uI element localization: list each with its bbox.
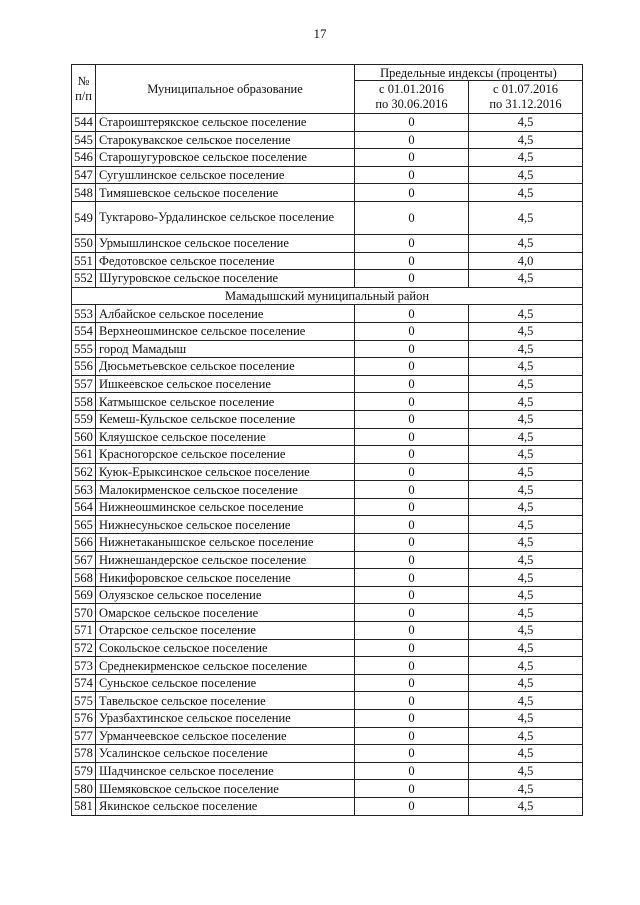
section-2-body — [72, 305, 583, 815]
table-row — [72, 463, 583, 481]
row-number: 570 — [72, 604, 96, 622]
row-value-period-1: 0 — [355, 184, 469, 202]
table-row — [72, 762, 583, 780]
header-num: № п/п — [72, 65, 96, 114]
table-row — [72, 393, 583, 411]
row-name: Урманчеевское сельское поселение — [96, 727, 355, 745]
row-value-period-2: 4,5 — [469, 516, 583, 534]
row-name: Катмышское сельское поселение — [96, 393, 355, 411]
row-name: Албайское сельское поселение — [96, 305, 355, 323]
table-row — [72, 375, 583, 393]
row-value-period-2: 4,5 — [469, 270, 583, 288]
row-number: 545 — [72, 131, 96, 149]
table-row — [72, 674, 583, 692]
row-value-period-2: 4,5 — [469, 305, 583, 323]
row-name: Тимяшевское сельское поселение — [96, 184, 355, 202]
row-value-period-1: 0 — [355, 498, 469, 516]
header-period-1: с 01.01.2016 по 30.06.2016 — [355, 81, 469, 114]
page-number: 17 — [313, 26, 327, 41]
table-row — [72, 534, 583, 552]
row-name: Олуязское сельское поселение — [96, 586, 355, 604]
row-name: Сокольское сельское поселение — [96, 639, 355, 657]
indices-table — [71, 64, 583, 816]
row-number: 569 — [72, 586, 96, 604]
table-row — [72, 622, 583, 640]
row-value-period-2: 4,5 — [469, 710, 583, 728]
row-value-period-2: 4,5 — [469, 674, 583, 692]
row-name: Верхнеошминское сельское поселение — [96, 322, 355, 340]
row-number: 572 — [72, 639, 96, 657]
row-name: Нижнесуньское сельское поселение — [96, 516, 355, 534]
table-row — [72, 516, 583, 534]
table-row — [72, 428, 583, 446]
row-name: Сугушлинское сельское поселение — [96, 166, 355, 184]
row-value-period-2: 4,5 — [469, 375, 583, 393]
row-name: Омарское сельское поселение — [96, 604, 355, 622]
row-value-period-1: 0 — [355, 428, 469, 446]
row-value-period-1: 0 — [355, 114, 469, 132]
row-value-period-1: 0 — [355, 270, 469, 288]
row-number: 579 — [72, 762, 96, 780]
row-value-period-1: 0 — [355, 551, 469, 569]
row-value-period-2: 4,5 — [469, 322, 583, 340]
row-value-period-1: 0 — [355, 622, 469, 640]
table-header — [72, 65, 583, 114]
row-number: 560 — [72, 428, 96, 446]
row-name: Красногорское сельское поселение — [96, 446, 355, 464]
row-number: 567 — [72, 551, 96, 569]
row-name: Нижнеошминское сельское поселение — [96, 498, 355, 516]
row-name: Федотовское сельское поселение — [96, 252, 355, 270]
row-name: Староиштерякское сельское поселение — [96, 114, 355, 132]
table-row — [72, 551, 583, 569]
row-value-period-1: 0 — [355, 252, 469, 270]
row-number: 575 — [72, 692, 96, 710]
table-row — [72, 727, 583, 745]
table-row — [72, 166, 583, 184]
row-number: 581 — [72, 797, 96, 815]
section-1-body — [72, 114, 583, 288]
row-number: 573 — [72, 657, 96, 675]
row-value-period-2: 4,0 — [469, 252, 583, 270]
row-value-period-1: 0 — [355, 446, 469, 464]
row-name: Шугуровское сельское поселение — [96, 270, 355, 288]
row-value-period-1: 0 — [355, 375, 469, 393]
header-name: Муниципальное образование — [96, 65, 355, 114]
row-name: Старокувакское сельское поселение — [96, 131, 355, 149]
row-name: Тавельское сельское поселение — [96, 692, 355, 710]
district-title: Мамадышский муниципальный район — [72, 287, 583, 305]
row-name: Суньское сельское поселение — [96, 674, 355, 692]
row-value-period-1: 0 — [355, 463, 469, 481]
row-name: Шемяковское сельское поселение — [96, 780, 355, 798]
row-value-period-2: 4,5 — [469, 428, 583, 446]
row-number: 552 — [72, 270, 96, 288]
row-value-period-2: 4,5 — [469, 481, 583, 499]
row-value-period-1: 0 — [355, 234, 469, 252]
row-value-period-1: 0 — [355, 534, 469, 552]
row-value-period-2: 4,5 — [469, 586, 583, 604]
row-value-period-2: 4,5 — [469, 410, 583, 428]
table-row — [72, 358, 583, 376]
row-value-period-1: 0 — [355, 727, 469, 745]
row-number: 562 — [72, 463, 96, 481]
row-number: 554 — [72, 322, 96, 340]
table-row — [72, 481, 583, 499]
row-number: 561 — [72, 446, 96, 464]
row-number: 558 — [72, 393, 96, 411]
row-number: 571 — [72, 622, 96, 640]
row-name: Никифоровское сельское поселение — [96, 569, 355, 587]
row-value-period-2: 4,5 — [469, 463, 583, 481]
row-value-period-1: 0 — [355, 657, 469, 675]
row-name: Кемеш-Кульское сельское поселение — [96, 410, 355, 428]
row-value-period-1: 0 — [355, 604, 469, 622]
row-number: 559 — [72, 410, 96, 428]
row-name: Старошугуровское сельское поселение — [96, 149, 355, 167]
row-name: Урмышлинское сельское поселение — [96, 234, 355, 252]
row-value-period-1: 0 — [355, 586, 469, 604]
row-value-period-2: 4,5 — [469, 745, 583, 763]
row-number: 550 — [72, 234, 96, 252]
row-value-period-1: 0 — [355, 780, 469, 798]
row-number: 544 — [72, 114, 96, 132]
row-name: Шадчинское сельское поселение — [96, 762, 355, 780]
row-number: 564 — [72, 498, 96, 516]
row-name: Отарское сельское поселение — [96, 622, 355, 640]
row-value-period-2: 4,5 — [469, 692, 583, 710]
table-row — [72, 270, 583, 288]
row-value-period-1: 0 — [355, 322, 469, 340]
table-row — [72, 131, 583, 149]
row-value-period-1: 0 — [355, 410, 469, 428]
row-name: Нижнетаканышское сельское поселение — [96, 534, 355, 552]
row-value-period-2: 4,5 — [469, 340, 583, 358]
row-value-period-1: 0 — [355, 692, 469, 710]
table-row — [72, 114, 583, 132]
row-value-period-1: 0 — [355, 131, 469, 149]
row-number: 556 — [72, 358, 96, 376]
row-name: Ишкеевское сельское поселение — [96, 375, 355, 393]
row-value-period-2: 4,5 — [469, 727, 583, 745]
row-value-period-2: 4,5 — [469, 498, 583, 516]
row-value-period-1: 0 — [355, 305, 469, 323]
row-number: 565 — [72, 516, 96, 534]
table-row — [72, 797, 583, 815]
row-value-period-1: 0 — [355, 674, 469, 692]
row-value-period-1: 0 — [355, 797, 469, 815]
row-name: Малокирменское сельское поселение — [96, 481, 355, 499]
row-value-period-1: 0 — [355, 149, 469, 167]
row-value-period-1: 0 — [355, 516, 469, 534]
row-number: 568 — [72, 569, 96, 587]
table-row — [72, 340, 583, 358]
row-number: 549 — [72, 201, 96, 234]
row-number: 563 — [72, 481, 96, 499]
table-row — [72, 639, 583, 657]
row-name: Среднекирменское сельское поселение — [96, 657, 355, 675]
row-number: 566 — [72, 534, 96, 552]
table-row — [72, 604, 583, 622]
row-value-period-2: 4,5 — [469, 114, 583, 132]
row-value-period-2: 4,5 — [469, 534, 583, 552]
row-number: 548 — [72, 184, 96, 202]
row-name: Якинское сельское поселение — [96, 797, 355, 815]
header-period-2: с 01.07.2016 по 31.12.2016 — [469, 81, 583, 114]
table-row — [72, 234, 583, 252]
row-value-period-2: 4,5 — [469, 201, 583, 234]
row-value-period-2: 4,5 — [469, 780, 583, 798]
table-row — [72, 780, 583, 798]
row-value-period-2: 4,5 — [469, 657, 583, 675]
row-value-period-2: 4,5 — [469, 639, 583, 657]
table-row — [72, 586, 583, 604]
row-name: Уразбахтинское сельское поселение — [96, 710, 355, 728]
row-value-period-2: 4,5 — [469, 569, 583, 587]
row-number: 578 — [72, 745, 96, 763]
row-name: город Мамадыш — [96, 340, 355, 358]
row-value-period-1: 0 — [355, 745, 469, 763]
row-value-period-1: 0 — [355, 762, 469, 780]
row-number: 551 — [72, 252, 96, 270]
table-row — [72, 252, 583, 270]
table-row — [72, 745, 583, 763]
table-row — [72, 322, 583, 340]
row-name: Кляушское сельское поселение — [96, 428, 355, 446]
row-number: 577 — [72, 727, 96, 745]
row-value-period-2: 4,5 — [469, 797, 583, 815]
table-row — [72, 410, 583, 428]
table-row — [72, 569, 583, 587]
table-row — [72, 184, 583, 202]
table-row — [72, 692, 583, 710]
row-value-period-2: 4,5 — [469, 234, 583, 252]
table-row — [72, 657, 583, 675]
table-row — [72, 149, 583, 167]
row-value-period-2: 4,5 — [469, 762, 583, 780]
table-row — [72, 498, 583, 516]
table-row — [72, 305, 583, 323]
row-name: Дюсьметьевское сельское поселение — [96, 358, 355, 376]
table-row — [72, 446, 583, 464]
row-number: 576 — [72, 710, 96, 728]
row-value-period-2: 4,5 — [469, 551, 583, 569]
row-value-period-1: 0 — [355, 340, 469, 358]
row-value-period-1: 0 — [355, 639, 469, 657]
row-number: 555 — [72, 340, 96, 358]
row-value-period-2: 4,5 — [469, 166, 583, 184]
row-value-period-1: 0 — [355, 358, 469, 376]
row-value-period-2: 4,5 — [469, 358, 583, 376]
row-value-period-2: 4,5 — [469, 184, 583, 202]
row-value-period-1: 0 — [355, 201, 469, 234]
row-value-period-2: 4,5 — [469, 622, 583, 640]
row-number: 557 — [72, 375, 96, 393]
row-value-period-2: 4,5 — [469, 393, 583, 411]
district-section — [72, 287, 583, 305]
row-name: Усалинское сельское поселение — [96, 745, 355, 763]
row-value-period-1: 0 — [355, 393, 469, 411]
row-name: Туктарово-Урдалинское сельское поселение — [96, 201, 355, 234]
row-value-period-2: 4,5 — [469, 604, 583, 622]
row-number: 547 — [72, 166, 96, 184]
table-row — [72, 710, 583, 728]
row-number: 574 — [72, 674, 96, 692]
row-value-period-1: 0 — [355, 166, 469, 184]
row-name: Куюк-Ерыксинское сельское поселение — [96, 463, 355, 481]
row-number: 546 — [72, 149, 96, 167]
table-row — [72, 201, 583, 234]
row-value-period-1: 0 — [355, 569, 469, 587]
row-value-period-1: 0 — [355, 710, 469, 728]
row-name: Нижнешандерское сельское поселение — [96, 551, 355, 569]
row-value-period-2: 4,5 — [469, 446, 583, 464]
row-value-period-2: 4,5 — [469, 149, 583, 167]
row-number: 580 — [72, 780, 96, 798]
row-number: 553 — [72, 305, 96, 323]
header-group: Предельные индексы (проценты) — [355, 65, 583, 81]
row-value-period-1: 0 — [355, 481, 469, 499]
row-value-period-2: 4,5 — [469, 131, 583, 149]
